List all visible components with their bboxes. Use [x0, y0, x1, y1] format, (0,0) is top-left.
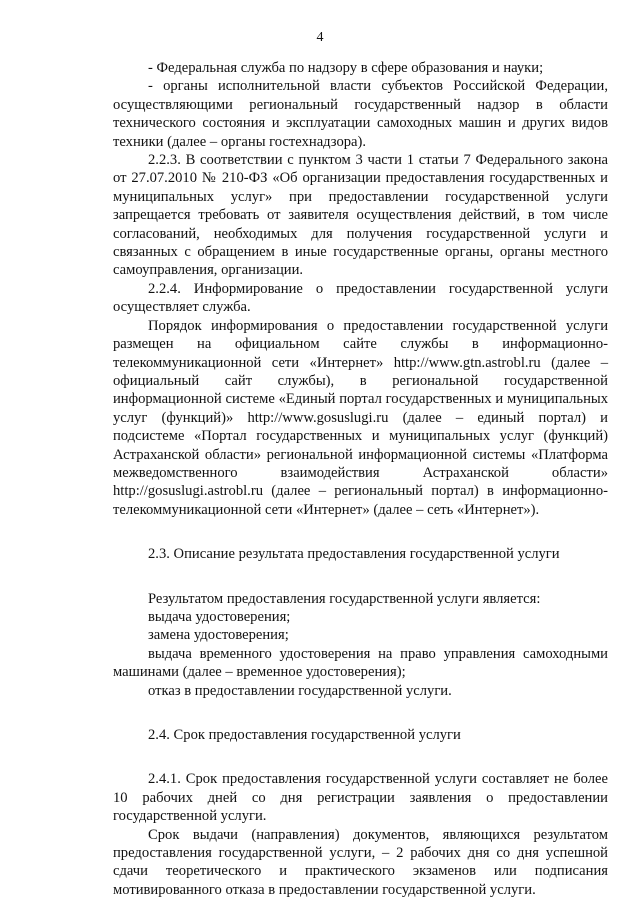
paragraph-result-intro: Результатом предоставления государственной услуги является:	[148, 590, 541, 607]
result-item-refusal: отказ в предоставлении государственной услуги.	[148, 682, 452, 699]
result-item-issue: выдача удостоверения;	[148, 608, 291, 625]
section-heading-2-4: 2.4. Срок предоставления государственной услуги	[148, 727, 461, 743]
paragraph-issuance-term: Срок выдачи (направления) документов, являющихся результатом предоставления государственной услуги, – 2 рабочих дня со дня успешной сдачи теоретического и практического экзаменов или подписания мотивированного отказа в предоставлении государственной услуги.	[113, 826, 608, 898]
paragraph-informing-procedure: Порядок информирования о предоставлении государственной услуги размещен на официальном сайте службы в информационно-телекоммуникационной сети «Интернет» http://www.gtn.astrobl.ru (далее – официальный сайт службы), в региональной государственной информационной системе «Единый портал государственных и муниципальных услуг (функций)» http://www.gosuslugi.ru (далее – единый портал) и подсистеме «Портал государственных и муниципальных услуг (функций) Астраханской области» региональной информационной системы «Платформа межведомственного взаимодействия Астраханской области» http://gosuslugi.astrobl.ru (далее – региональный портал) в информационно-телекоммуникационной сети «Интернет» (далее – сеть «Интернет»).	[113, 317, 608, 518]
paragraph-2-2-4: 2.2.4. Информирование о предоставлении государственной услуги осуществляет служба.	[113, 280, 608, 316]
list-item-federal-service: - Федеральная служба по надзору в сфере образования и науки;	[148, 60, 544, 76]
result-item-replace: замена удостоверения;	[148, 627, 289, 644]
section-heading-2-3: 2.3. Описание результата предоставления государственной услуги	[148, 546, 560, 563]
paragraph-2-4-1: 2.4.1. Срок предоставления государственной услуги составляет не более 10 рабочих дней со дня регистрации заявления о предоставлении государственной услуги.	[113, 771, 608, 825]
document-body	[113, 59, 608, 899]
page-number: 4	[316, 30, 324, 45]
list-item-executive-bodies: - органы исполнительной власти субъектов Российской Федерации, осуществляющими региональный государственный надзор в области технического состояния и эксплуатации самоходных машин и других видов техники (далее – органы гостехнадзора).	[113, 78, 608, 150]
paragraph-2-2-3: 2.2.3. В соответствии с пунктом 3 части 1 статьи 7 Федерального закона от 27.07.2010 № 210-ФЗ «Об организации предоставления государственных и муниципальных услуг» при предоставлении государственной услуги запрещается требовать от заявителя осуществления действий, в том числе согласований, необходимых для получения государственной услуги и связанных с обращением в иные государственные органы, органы местного самоуправления, организации.	[113, 152, 608, 279]
result-item-temporary: выдача временного удостоверения на право управления самоходными машинами (далее – временное удостоверения);	[113, 645, 608, 681]
